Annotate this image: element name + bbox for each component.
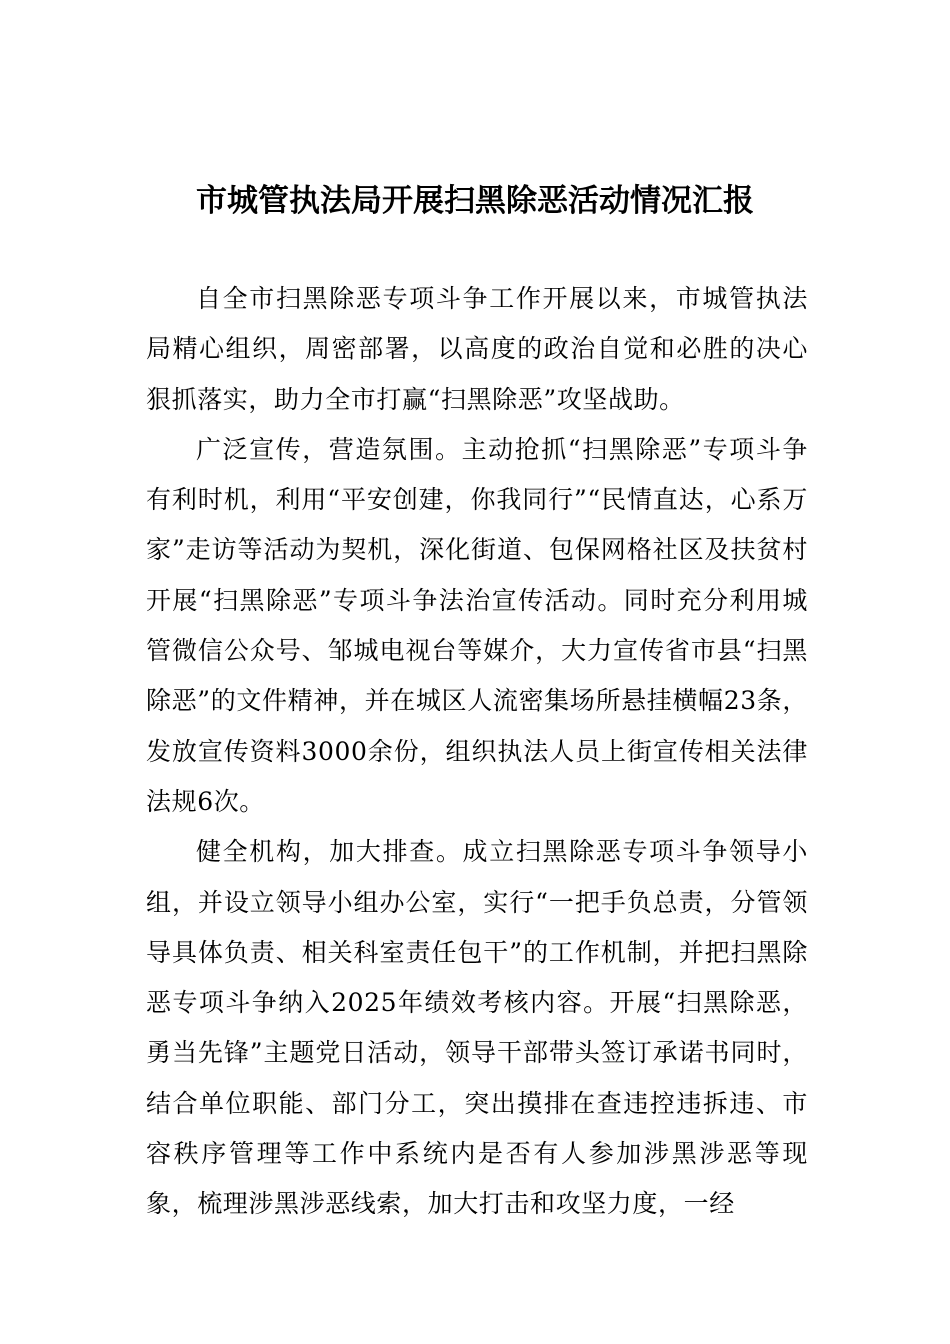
paragraph-publicity: 广泛宣传，营造氛围。主动抢抓“扫黑除恶”专项斗争有利时机，利用“平安创建，你我同行”“民情直达，心系万家”走访等活动为契机，深化街道、包保网格社区及扶贫村开展“扫黑除恶”专项斗争法治宣传活动。同时充分利用城管微信公众号、邹城电视台等媒介，大力宣传省市县“扫黑除恶”的文件精神，并在城区人流密集场所悬挂横幅23条，发放宣传资料3000余份，组织执法人员上街宣传相关法律法规6次。 (146, 434, 808, 816)
document-body (146, 274, 808, 1230)
paragraph-intro: 自全市扫黑除恶专项斗争工作开展以来，市城管执法局精心组织，周密部署，以高度的政治自觉和必胜的决心狠抓落实，助力全市打赢“扫黑除恶”攻坚战助。 (146, 284, 808, 414)
document-title: 市城管执法局开展扫黑除恶活动情况汇报 (196, 183, 754, 219)
paragraph-organization: 健全机构，加大排查。成立扫黑除恶专项斗争领导小组，并设立领导小组办公室，实行“一把手负总责，分管领导具体负责、相关科室责任包干”的工作机制，并把扫黑除恶专项斗争纳入2025年绩效考核内容。开展“扫黑除恶，勇当先锋”主题党日活动，领导干部带头签订承诺书同时，结合单位职能、部门分工，突出摸排在查违控违拆违、市容秩序管理等工作中系统内是否有人参加涉黑涉恶等现象，梳理涉黑涉恶线索，加大打击和攻坚力度，一经 (146, 837, 808, 1219)
